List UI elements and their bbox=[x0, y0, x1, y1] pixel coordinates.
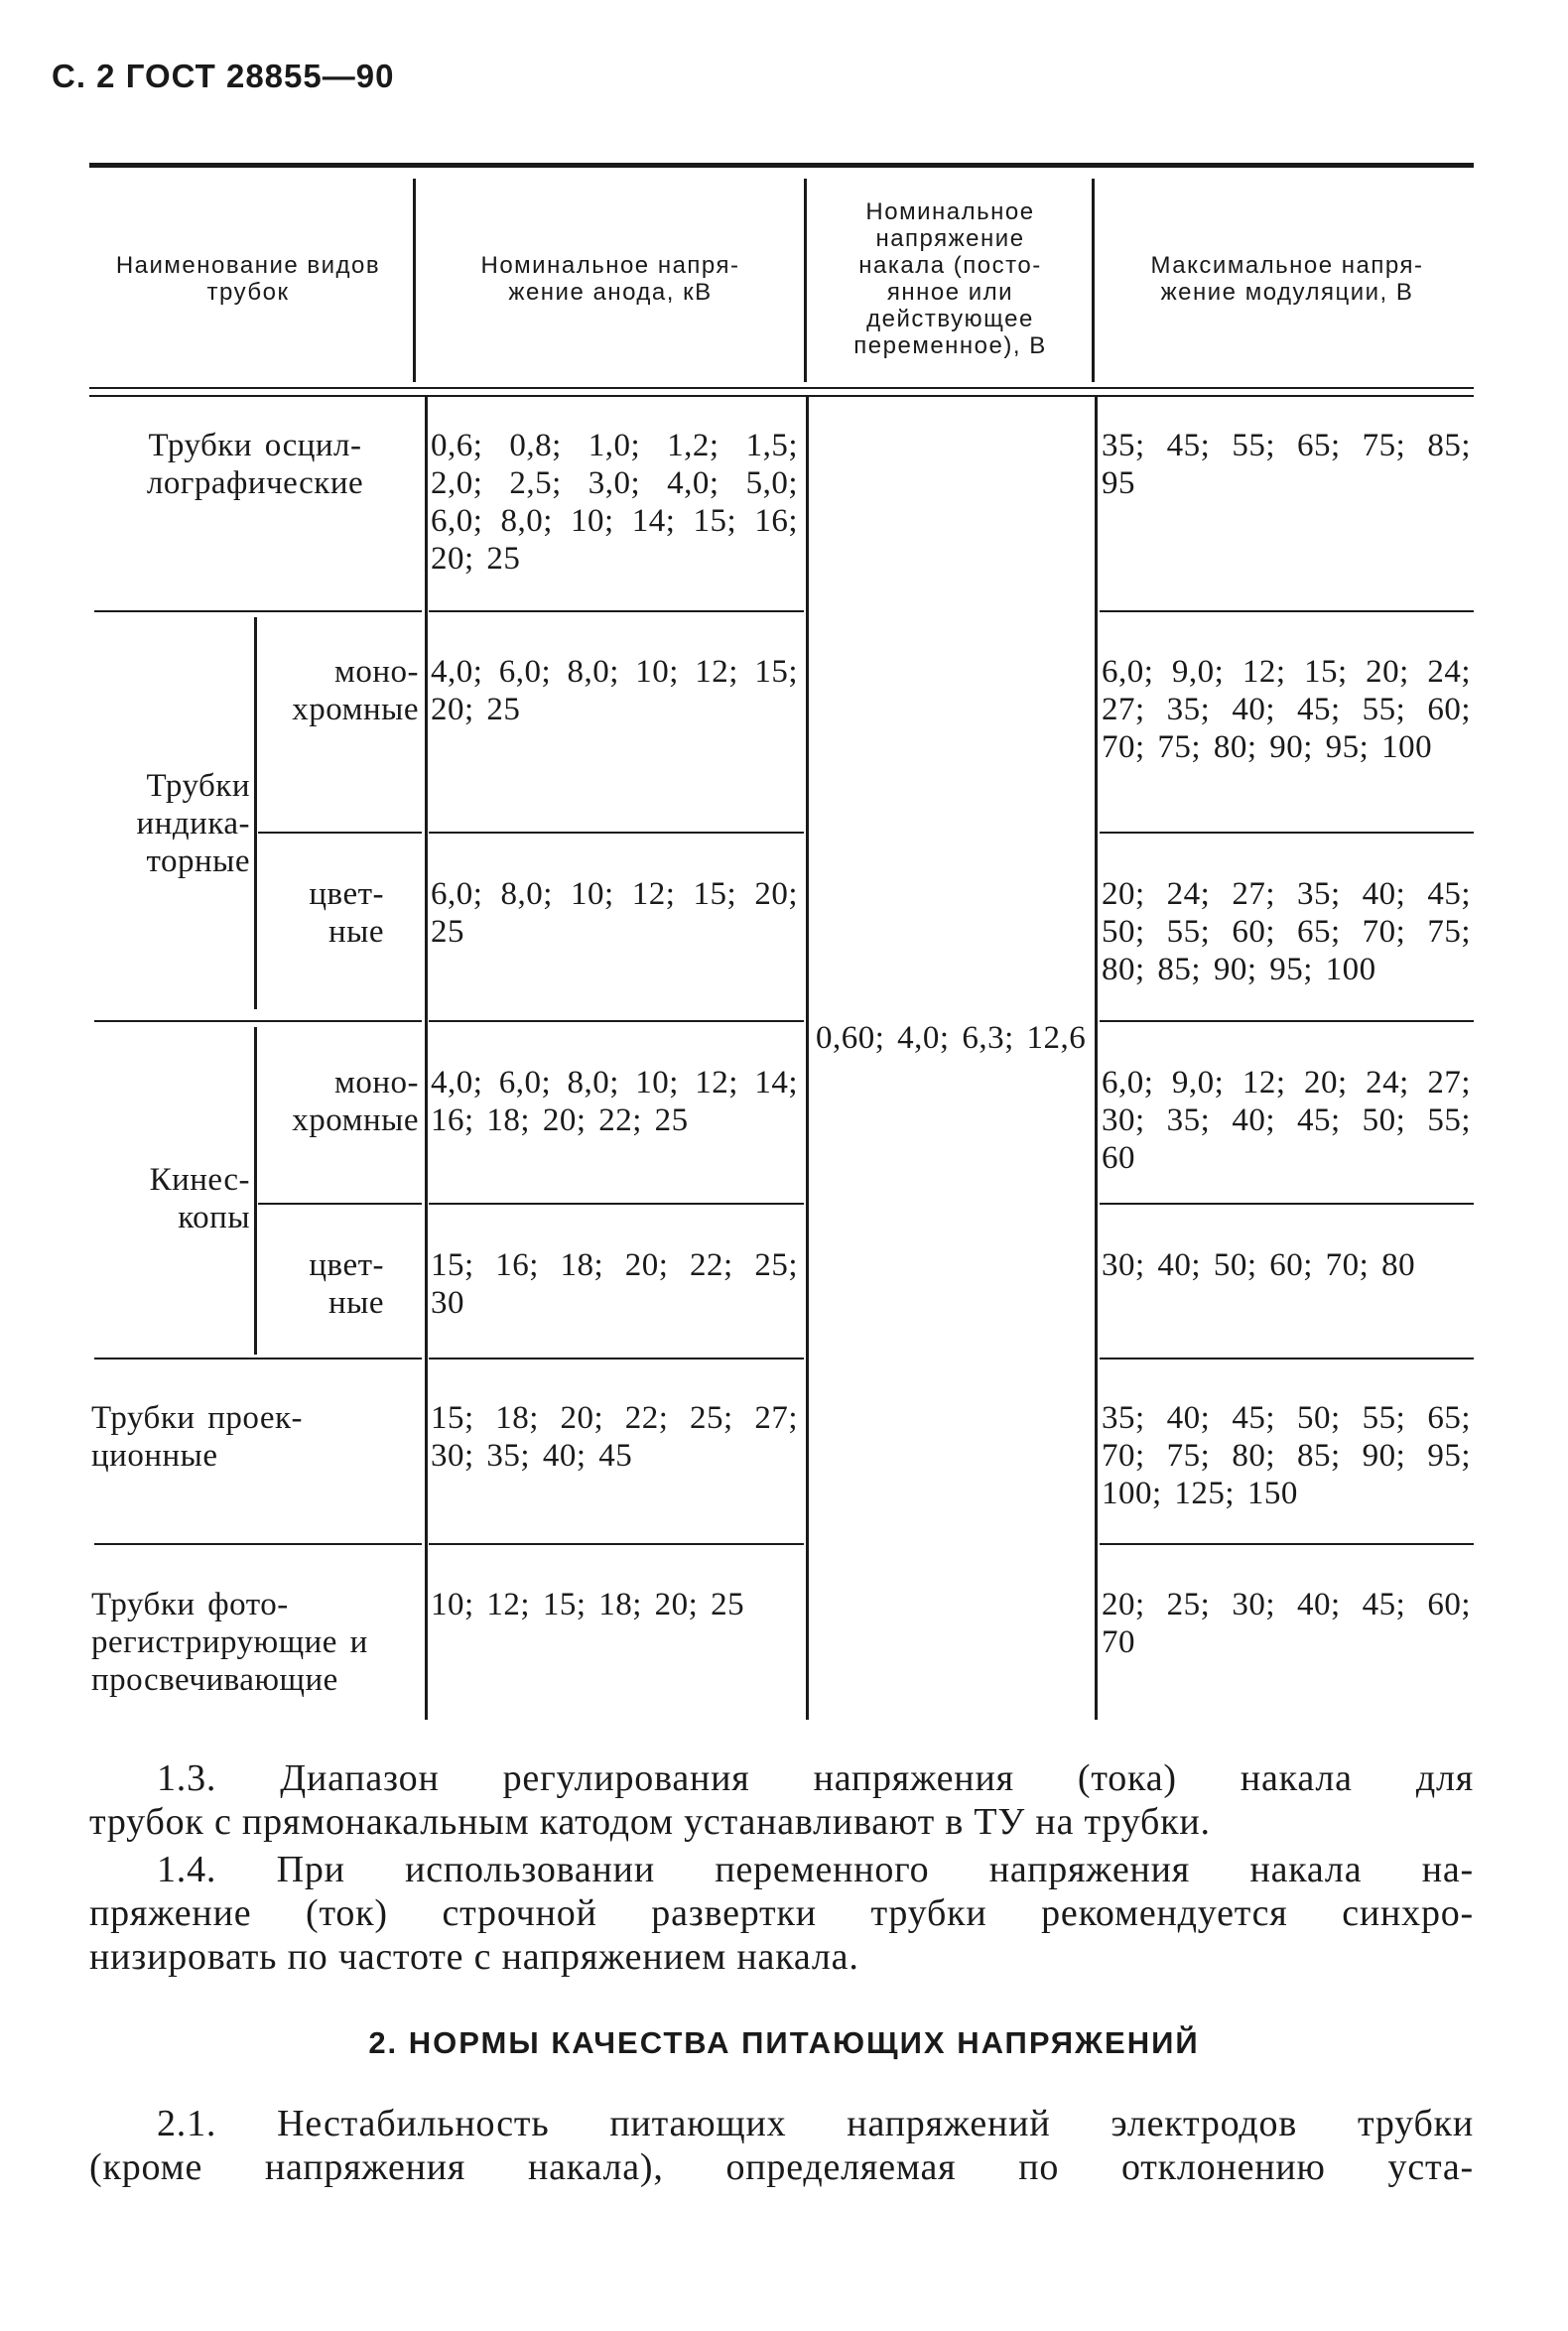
table-row-subname: моно- хромные bbox=[292, 1065, 419, 1138]
row-rule-name-2 bbox=[94, 1020, 422, 1022]
table-row-name: Трубки осцил- лографические bbox=[146, 428, 364, 501]
row-rule-mod-6 bbox=[1100, 1543, 1474, 1545]
row-rule-anode-5 bbox=[429, 1358, 804, 1360]
table-header-rule-1 bbox=[89, 387, 1474, 389]
table-row-anode: 0,6; 0,8; 1,0; 1,2; 1,5; 2,0; 2,5; 3,0; 4,0; 5,0; 6,0; 8,0; 10; 14; 15; 16; 20; 25 bbox=[431, 428, 798, 577]
row-rule-anode-3 bbox=[429, 1020, 804, 1022]
row-rule-anode-1 bbox=[429, 610, 804, 612]
table-row-subname: цвет- ные bbox=[309, 1247, 384, 1321]
body-divider-2 bbox=[806, 395, 809, 1720]
table-top-rule bbox=[89, 163, 1474, 168]
row-rule-name-4 bbox=[94, 1543, 422, 1545]
body-divider-1 bbox=[425, 395, 428, 1720]
section-title: 2. НОРМЫ КАЧЕСТВА ПИТАЮЩИХ НАПРЯЖЕНИЙ bbox=[368, 2025, 1200, 2060]
table-row-group: Кинес- копы bbox=[149, 1162, 250, 1235]
column-header-anode: Номинальное напря- жение анода, кВ bbox=[480, 252, 740, 306]
table-row-modulation: 20; 25; 30; 40; 45; 60; 70 bbox=[1102, 1587, 1471, 1660]
row-rule-mod-1 bbox=[1100, 610, 1474, 612]
table-row-name: Трубки проек- ционные bbox=[91, 1400, 303, 1474]
page-header: С. 2 ГОСТ 28855—90 bbox=[52, 58, 395, 94]
table-row-modulation: 35; 40; 45; 50; 55; 65; 70; 75; 80; 85; 90; 95; 100; 125; 150 bbox=[1102, 1400, 1471, 1511]
table-row-modulation: 6,0; 9,0; 12; 20; 24; 27; 30; 35; 40; 45; 50; 55; 60 bbox=[1102, 1065, 1471, 1176]
table-row-modulation: 20; 24; 27; 35; 40; 45; 50; 55; 60; 65; 70; 75; 80; 85; 90; 95; 100 bbox=[1102, 876, 1471, 987]
subgroup-divider-kinescope bbox=[254, 1027, 257, 1355]
column-header-modulation: Максимальное напря- жение модуляции, В bbox=[1150, 252, 1424, 306]
row-rule-anode-2 bbox=[429, 832, 804, 834]
table-row-modulation: 6,0; 9,0; 12; 15; 20; 24; 27; 35; 40; 45; 55; 60; 70; 75; 80; 90; 95; 100 bbox=[1102, 654, 1471, 765]
row-rule-mod-3 bbox=[1100, 1020, 1474, 1022]
row-rule-mod-5 bbox=[1100, 1358, 1474, 1360]
table-row-modulation: 35; 45; 55; 65; 75; 85; 95 bbox=[1102, 428, 1471, 501]
row-rule-sub-1 bbox=[258, 832, 422, 834]
table-row-anode: 15; 16; 18; 20; 22; 25; 30 bbox=[431, 1247, 798, 1321]
table-row-anode: 10; 12; 15; 18; 20; 25 bbox=[431, 1587, 745, 1622]
row-rule-anode-4 bbox=[429, 1203, 804, 1205]
row-rule-sub-2 bbox=[258, 1203, 422, 1205]
table-row-subname: моно- хромные bbox=[292, 654, 419, 727]
column-header-type: Наименование видов трубок bbox=[115, 252, 381, 306]
body-divider-3 bbox=[1095, 395, 1098, 1720]
paragraph-2-1: 2.1. Нестабильность питающих напряжений электродов трубки (кроме напряжения накала), определяемая по отклонению уста- bbox=[89, 2103, 1474, 2188]
paragraph-1-4: 1.4. При использовании переменного напряжения накала на- пряжение (ток) строчной развертки трубки рекомендуется синхро- низировать по частоте с напряжением накала. bbox=[89, 1849, 1474, 1978]
row-rule-mod-2 bbox=[1100, 832, 1474, 834]
row-rule-mod-4 bbox=[1100, 1203, 1474, 1205]
table-row-anode: 4,0; 6,0; 8,0; 10; 12; 14; 16; 18; 20; 22; 25 bbox=[431, 1065, 798, 1138]
table-row-anode: 4,0; 6,0; 8,0; 10; 12; 15; 20; 25 bbox=[431, 654, 798, 727]
row-rule-name-1 bbox=[94, 610, 422, 612]
subgroup-divider-indicator bbox=[254, 617, 257, 1009]
header-divider-3 bbox=[1092, 179, 1095, 382]
table-row-subname: цвет- ные bbox=[309, 876, 384, 950]
header-divider-1 bbox=[413, 179, 416, 382]
table-row-group: Трубки индика- торные bbox=[136, 768, 250, 879]
filament-voltage-values: 0,60; 4,0; 6,3; 12,6 bbox=[816, 1020, 1087, 1056]
column-header-filament: Номинальное напряжение накала (посто- янное или действующее переменное), В bbox=[853, 198, 1047, 359]
row-rule-anode-6 bbox=[429, 1543, 804, 1545]
paragraph-1-3: 1.3. Диапазон регулирования напряжения (тока) накала для трубок с прямонакальным катодом устанавливают в ТУ на трубки. bbox=[89, 1757, 1474, 1843]
table-row-modulation: 30; 40; 50; 60; 70; 80 bbox=[1102, 1247, 1416, 1283]
table-row-anode: 15; 18; 20; 22; 25; 27; 30; 35; 40; 45 bbox=[431, 1400, 798, 1474]
table-row-anode: 6,0; 8,0; 10; 12; 15; 20; 25 bbox=[431, 876, 798, 950]
header-divider-2 bbox=[804, 179, 807, 382]
row-rule-name-3 bbox=[94, 1358, 422, 1360]
table-row-name: Трубки фото- регистрирующие и просвечивающие bbox=[91, 1587, 368, 1698]
table-header-rule-2 bbox=[89, 395, 1474, 397]
